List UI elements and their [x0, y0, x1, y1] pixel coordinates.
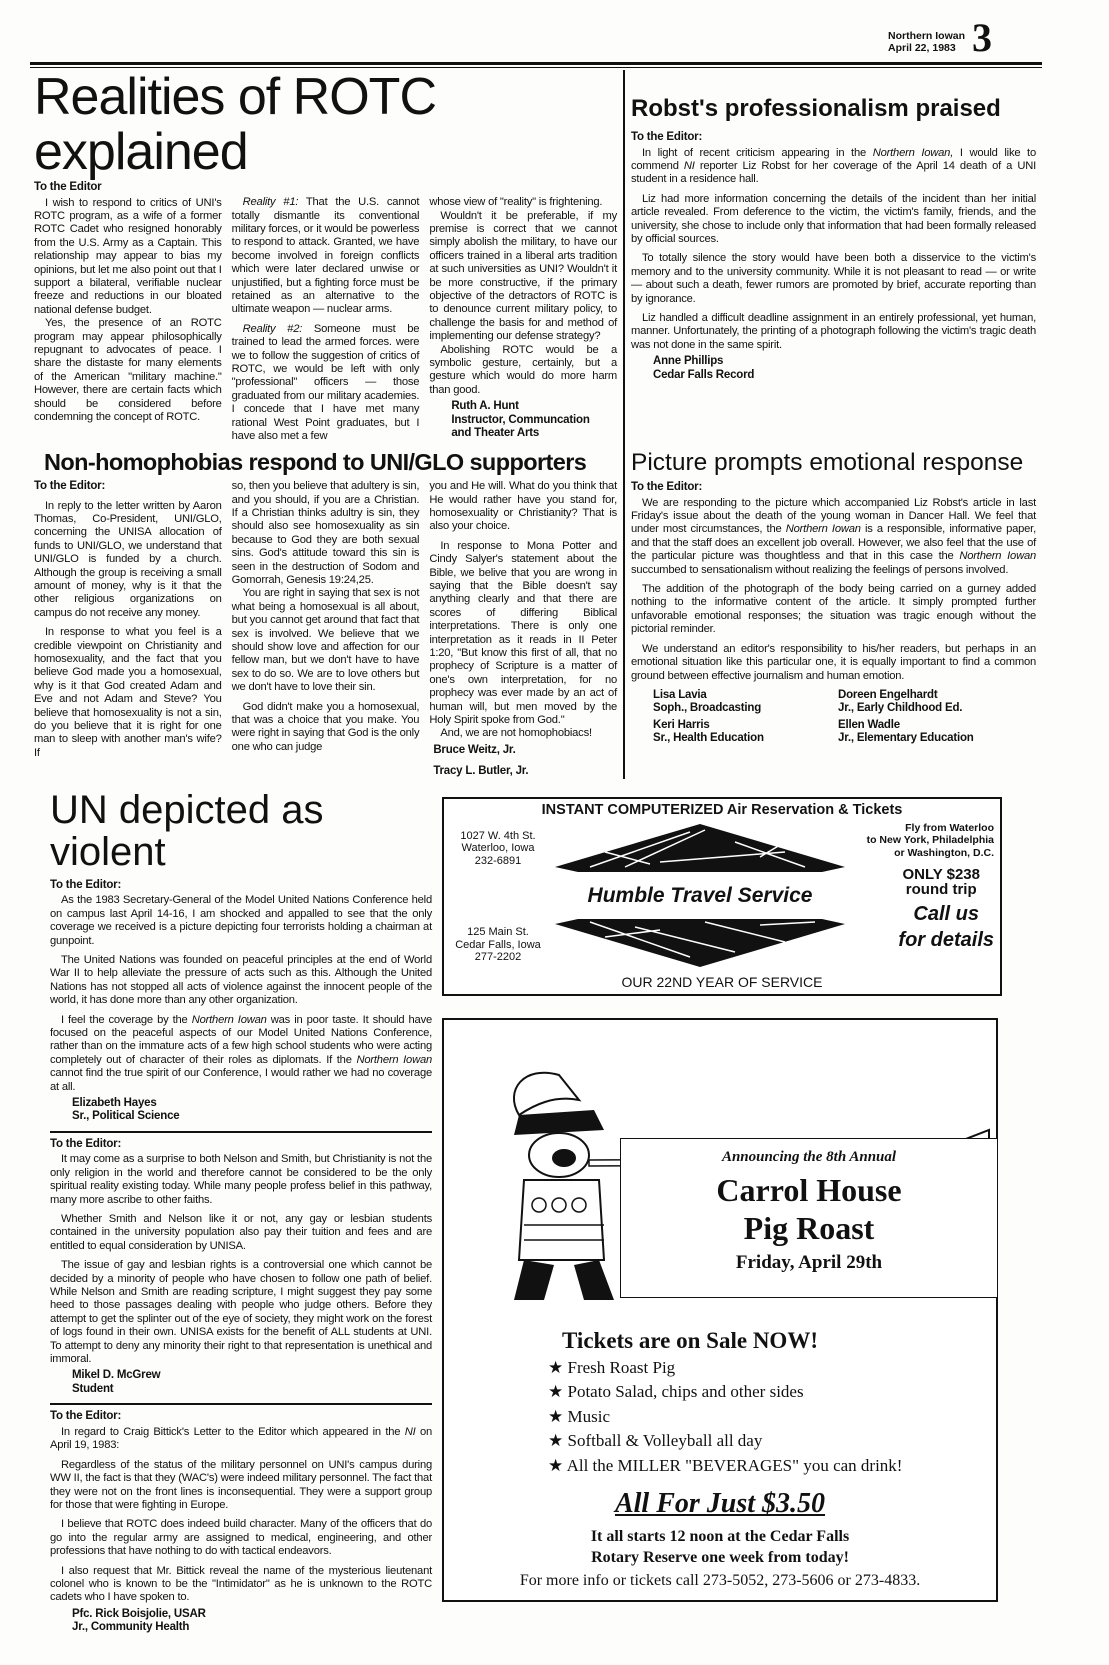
paragraph: so, then you believe that adultery is sin, and you should, if you are a Christian. If a Christian thinks adultry is sin, they should also see homosexuality as sin because to God they are both sexual sins. God's attitude toward this sin is seen in the destruction of Sodom and Gomorrah, Genesis 19:24,25. [231, 480, 420, 587]
lower-band [50, 789, 1109, 1635]
paragraph: And, we are not homophobiacs! [440, 727, 592, 740]
paragraph: Reality #1: That the U.S. cannot totally dismantle its conventional military forces, or it would be powerless to respond to attack. Granted, we have become involved in foreign conflicts which were later declared unwise or unjustified, but a fighting force must be retained as an alternative to the ultimate weapon — nuclear arms. [231, 196, 420, 316]
event-title: Carrol House [716, 1171, 902, 1208]
glo-col-3 [429, 480, 617, 779]
logo-area [550, 822, 850, 972]
divider [50, 1131, 432, 1133]
signature: Lisa Lavia Soph., Broadcasting [653, 688, 762, 715]
start-info: It all starts 12 noon at the Cedar Falls Rotary Reserve one week from today! [590, 1528, 850, 1567]
travel-ad [442, 797, 1002, 996]
paragraph: In response to what you feel is a credible viewpoint on Christianity and homosexuality, and the fact that you believe God made you a homosexual, why is it that God created Adam and Eve and not Adam and Steve? You believe that homosexuality is not a sin, do you believe that it is right for one man to sleep with another man's wife? If [34, 626, 222, 759]
paragraph: Yes, the presence of an ROTC program may appear philosophically repugnant to advocates of peace. I share the distaste for many elements of the American "military machine." However, there are certain facts which should be considered before condemning the concept of ROTC. [34, 317, 222, 424]
rotc-article [34, 70, 617, 444]
rotc-salutation: To the Editor [34, 181, 102, 194]
glo-col-1 [34, 480, 222, 779]
right-ads [442, 789, 1002, 1635]
list-item: ★ Potato Salad, chips and other sides [548, 1382, 804, 1402]
robst-headline: Robst's professionalism praised [631, 95, 1001, 122]
cedar-falls-address: 125 Main St. Cedar Falls, Iowa 277-2202 [455, 926, 541, 964]
paragraph: You are right in saying that sex is not what being a homosexual is all about, but you cannot get around that fact that sex is involved. We believe that we should show love and affection for our fellow man, but we don't have to have sex to do so. We are to love others but we don't have to love their sin. [231, 587, 420, 694]
event-date: Friday, April 29th [735, 1251, 883, 1273]
masthead [888, 30, 965, 54]
salutation: To the Editor: [34, 480, 106, 493]
rotc-col-2 [232, 181, 420, 443]
left-letters [50, 789, 432, 1635]
picture-article [631, 450, 1036, 779]
salutation: To the Editor: [50, 878, 122, 891]
mcgrew-letter [50, 1138, 432, 1397]
list-item: ★ Music [548, 1406, 610, 1426]
paragraph: We understand an editor's responsibility to his/her readers, but perhaps in an emotional situation like this particular one, it is equally important to find a common ground between effective journalism and human emotion. [631, 642, 1036, 682]
picture-headline: Picture prompts emotional response [631, 448, 1024, 476]
tickets-notice: Tickets are on Sale NOW! [562, 1327, 818, 1353]
event-subtitle: Pig Roast [743, 1209, 875, 1246]
salutation: To the Editor: [631, 481, 703, 494]
paragraph: I feel the coverage by the Northern Iowan was in poor taste. It should have focused on the peaceful aspects of our Model United Nations Conference, rather than on the immature acts of a few high school students who were acting completely out of character of their roles as diplomats. If the Northern Iowan cannot find the true spirit of our Conference, I would rather we had no coverage at all. [50, 1013, 432, 1093]
paragraph: The United Nations was founded on peaceful principles at the end of World War II to help alleviate the pressure of acts such as this. Although the United Nations has not stopped all acts of violence against the innocent people of the world, it has done more than any other organization. [50, 953, 432, 1007]
signature: Elizabeth Hayes Sr., Political Science [72, 1096, 180, 1123]
signature: Mikel D. McGrew Student [72, 1369, 161, 1395]
illustration-area [444, 1020, 996, 1320]
paragraph: The issue of gay and lesbian rights is a controversial one which cannot be decided by a minority of people who have chosen to follow one path of belief. While Nelson and Smith are reading scripture, I might suggest they pay some heed to those passages dealing with people who judge others. Before they attempt to get the splinter out of the eye of society, they might work on the forest of logs found in their own. UNISA exists for the benefit of ALL students at UNI. To attempt to deny any minority their right to that representation is unethical and immoral. [50, 1259, 432, 1366]
glo-headline: Non-homophobias respond to UNI/GLO supporters [44, 448, 587, 475]
rotc-col-1 [34, 181, 222, 443]
top-rule [30, 62, 1042, 65]
un-letter [50, 879, 432, 1124]
rotc-headline: Realities of ROTC explained [34, 68, 436, 181]
top-rule-thin [30, 67, 1042, 68]
list-item: ★ Fresh Roast Pig [548, 1357, 676, 1377]
paragraph: In regard to Craig Bittick's Letter to the Editor which appeared in the NI on April 19, 1983: [50, 1425, 433, 1452]
salutation: To the Editor: [50, 1410, 122, 1423]
paragraph: I believe that ROTC does indeed build character. Many of the officers that do go into the regular army are assigned to medical, engineering, and other professions that have nothing to do with tactical endeavors. [50, 1518, 432, 1558]
divider [50, 1403, 432, 1405]
destinations: Fly from Waterloo to New York, Philadelphia or Washington, D.C. [866, 821, 994, 859]
column-divider [623, 70, 625, 779]
boisjolie-letter [50, 1410, 432, 1634]
ad-headline: INSTANT COMPUTERIZED Air Reservation & Tickets [541, 801, 903, 818]
event-announcement [620, 1138, 997, 1298]
signature: Tracy L. Butler, Jr. [433, 765, 529, 778]
paragraph: We are responding to the picture which accompanied Liz Robst's article in last Friday's issue about the death of the young woman in Dancer Hall. We feel that under most circumstances, the Northern Iowan is a responsible, informative paper, and that the staff does an excellent job overall. However, we also feel that the use of the particular picture was thoughtless and that in this case the Northern Iowan succumbed to sensationalism without realizing the feelings of persons involved. [631, 496, 1036, 576]
paragraph: Reality #2: Someone must be trained to lead the armed forces. were we to follow the suggestion of critics of ROTC, we would be left with only "professional" officers — those graduated from our military academies. I concede that I have met many rational West Point graduates, but I have also met a few [231, 322, 420, 443]
paragraph: In reply to the letter written by Aaron Thomas, Co-President, UNI/GLO, concerning the UNISA allocation of funds to UNI/GLO, we understand that UNI/GLO is funded by a church. Although the group is receiving a small amount of money, why is it that the other religious organizations on campus do not receive any money. [34, 499, 222, 619]
signature: Doreen Engelhardt Jr., Early Childhood Ed. [838, 688, 963, 715]
list-item: ★ All the MILLER "BEVERAGES" you can drink! [548, 1455, 903, 1475]
offer [854, 822, 994, 972]
rotc-col-3 [429, 181, 617, 443]
paper-name: Northern Iowan [888, 30, 966, 42]
page-number: 3 [972, 15, 992, 60]
robst-article [631, 70, 1036, 444]
signature: Ruth A. Hunt Instructor, Communcation and Theater Arts [451, 400, 590, 440]
paragraph: Liz handled a difficult deadline assignment in an entirely professional, yet human, manner. Unfortunately, the printing of a photograph following the victim's tragic death was not done in the same spirit. [631, 312, 1036, 351]
signature: Bruce Weitz, Jr. [433, 743, 516, 756]
price: ONLY $238 round trip [902, 866, 980, 899]
addresses [450, 822, 546, 972]
glo-article [34, 450, 617, 779]
paragraph: Regardless of the status of the military personnel on UNI's campus during WW II, the fact is that they (WAC's) were indeed military personnel. The fact that they were not on the front lines is inconsequential. They were a support group for those that were fighting in Europe. [50, 1458, 432, 1511]
signature: Pfc. Rick Boisjolie, USAR Jr., Community Health [72, 1607, 206, 1634]
pig-roast-ad [442, 1018, 998, 1603]
glo-col-2 [232, 480, 420, 779]
robst-letter [631, 131, 1036, 382]
paragraph: To totally silence the story would have been both a disservice to the victim's memory and to the university community. While it is not pleasant to read — or write — about such a death, fewer rumors are promoted by brief, accurate reporting than by ignorance. [631, 252, 1036, 305]
signature: Anne Phillips Cedar Falls Record [653, 355, 755, 381]
un-headline: UN depicted as violent [50, 787, 324, 874]
signature: Ellen Wadle Jr., Elementary Education [838, 718, 974, 745]
call-us: Call us for details [898, 903, 994, 952]
paragraph: Liz had more information concerning the details of the incident than her initial article revealed. From deference to the victim, the victim's family, friends, and the university, she chose to include only that information that had been formally released by official sources. [631, 192, 1036, 246]
price-banner: All For Just $3.50 [614, 1488, 826, 1520]
business-name: Humble Travel Service [587, 883, 813, 907]
salutation: To the Editor: [631, 131, 703, 144]
paragraph: God didn't make you a homosexual, that was a choice that you make. You were right in saying that God is the only one who can judge [231, 700, 420, 753]
paragraph: In response to Mona Potter and Cindy Salyer's statement about the Bible, we belive that you are wrong in saying that the Bible doesn't say anything clearly and that there are scores of differing Biblical interpretations. There is only one interpretation as it reads in II Peter 1:20, "But know this first of all, that no prophecy of Scripture is a matter of one's own interpretation, for no prophecy was ever made by an act of human will, but men moved by the Holy Spirit spoke from God." [429, 539, 617, 727]
upper-band [34, 70, 1109, 779]
paragraph: It may come as a surprise to both Nelson and Smith, but Christianity is not the only religion in the world and therefore cannot be considered to be the only spiritual reality existing today. While many people profess belief in this pathway, many more ascribe to other faiths. [50, 1153, 432, 1206]
paragraph: I wish to respond to critics of UNI's ROTC program, as a wife of a former ROTC Cadet who resigned honorably from the U.S. Army as a Captain. This relationship may appear to bias my opinions, but let me also point out that I support a bilateral, verifiable nuclear freeze and reductions in our bloated national defense budget. [34, 196, 222, 316]
waterloo-address: 1027 W. 4th St. Waterloo, Iowa 232-6891 [460, 829, 536, 867]
contact-info: For more info or tickets call 273-5052, 273-5606 or 273-4833. [519, 1572, 921, 1590]
signature: Keri Harris Sr., Health Education [653, 718, 764, 745]
paragraph: Abolishing ROTC would be a symbolic gesture, certainly, but a gesture which would do more harm than good. [429, 343, 617, 396]
signers [631, 686, 1036, 746]
paragraph: I also request that Mr. Bittick reveal the name of the mysterious lieutenant colonel who is known to be the "Intimidator" as he is unknown to the ROTC cadets who I have spoken to. [50, 1564, 432, 1604]
list-item: ★ Softball & Volleyball all day [548, 1431, 763, 1451]
paragraph: whose view of "reality" is frightening. [429, 196, 603, 209]
paragraph: Wouldn't it be preferable, if my premise is correct that we cannot simply abolish the military, to have our officers trained in a liberal arts tradition at such universities as UNI? Wouldn't it be more constructive, if the primary objective of the detractors of ROTC is to denounce current military policy, to challenge the basis for and method of implementing our defense strategy? [429, 209, 617, 343]
salutation: To the Editor: [50, 1137, 122, 1150]
picture-letter [631, 481, 1036, 746]
paragraph: The addition of the photograph of the body being carried on a gurney added nothing to the informative content of the article. It simply prompted further unfavorable emotional responses; the situation was tragic enough without the pictorial reminder. [631, 583, 1036, 636]
features-list [444, 1356, 996, 1479]
paragraph: you and He will. What do you think that He would rather have you stand for, homosexuality or Christianity? That is also your choice. [429, 480, 617, 533]
ad-footer: OUR 22ND YEAR OF SERVICE [621, 973, 823, 990]
paragraph: As the 1983 Secretary-General of the Model United Nations Conference held on campus last April 14-16, I am shocked and appalled to see that the only coverage we received is a picture depicting four terrorists holding a chairman at gunpoint. [50, 894, 432, 947]
masthead-area [0, 0, 1109, 70]
issue-date: April 22, 1983 [888, 42, 956, 54]
travel-ad-body [450, 822, 994, 972]
paragraph: Whether Smith and Nelson like it or not, any gay or lesbian students contained in the university population also pay their tuition and fees and are entitled to equal consideration by UNISA. [50, 1213, 432, 1252]
announcement: Announcing the 8th Annual [721, 1148, 897, 1165]
paragraph: In light of recent criticism appearing in the Northern Iowan, I would like to commend NI reporter Liz Robst for her coverage of the April 14 death of a UNI student in a residence hall. [631, 146, 1036, 186]
